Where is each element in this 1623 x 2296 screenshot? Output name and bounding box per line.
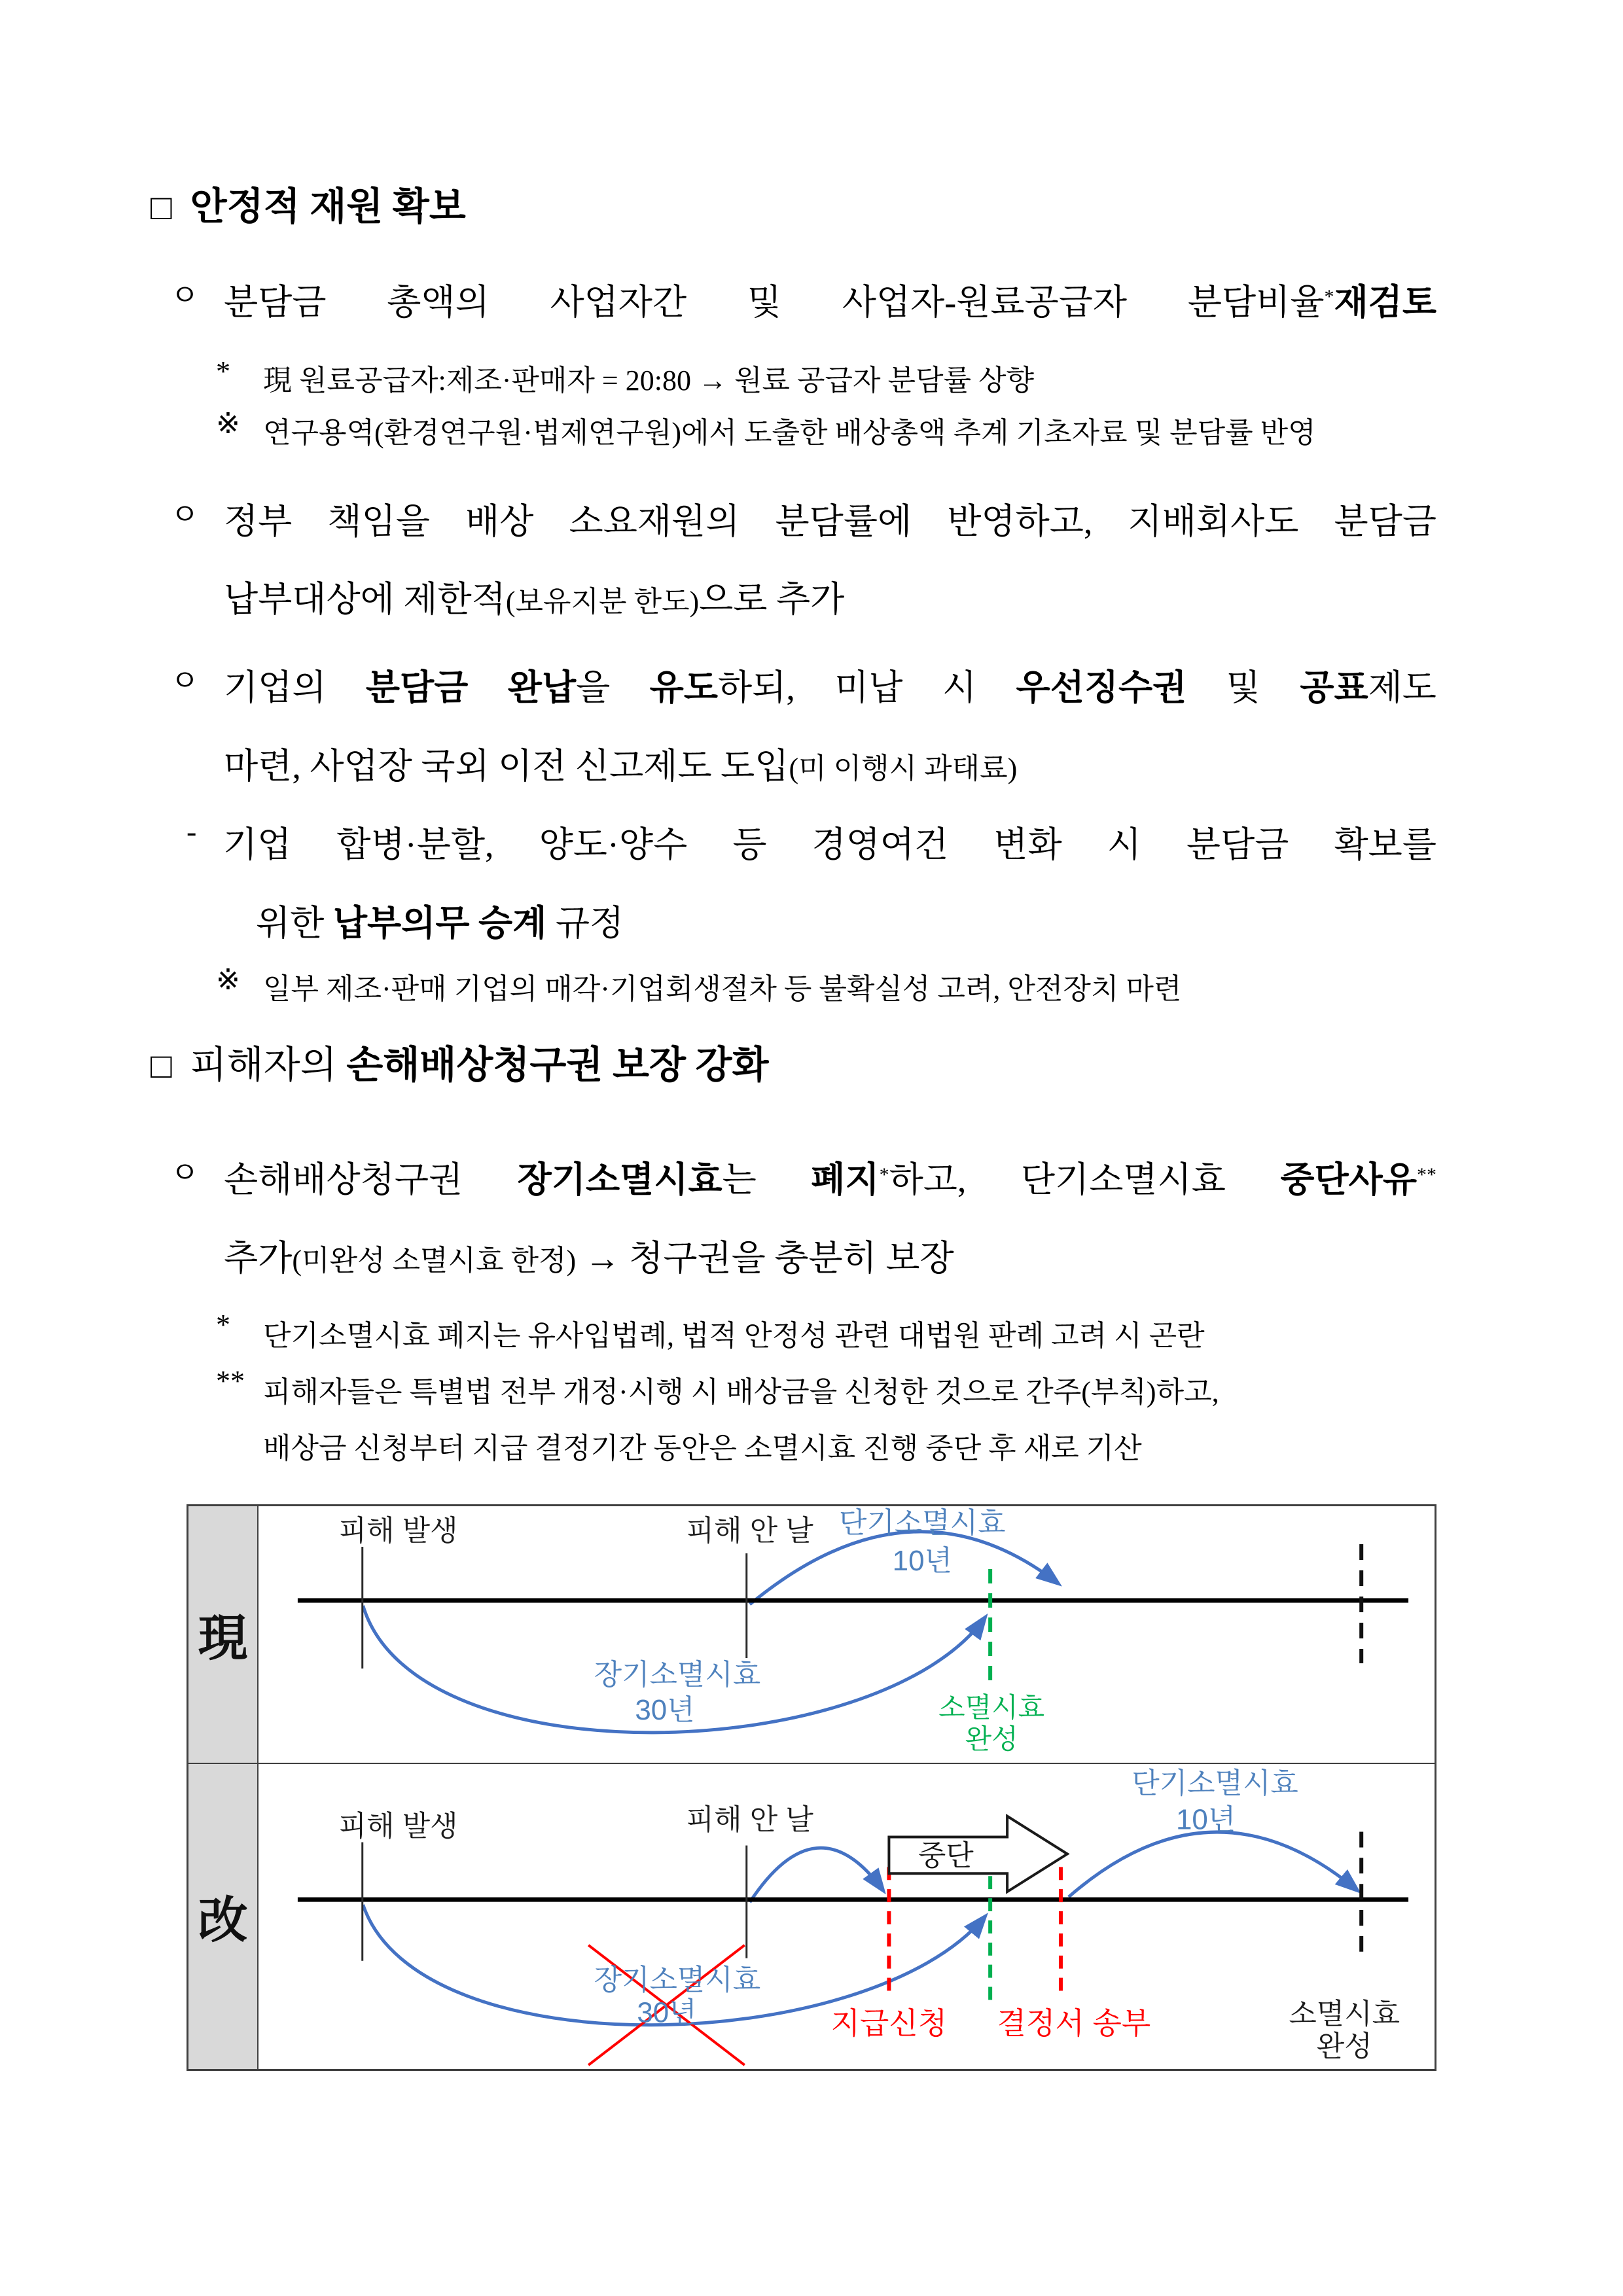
reference-mark-icon: ※ [216,963,240,996]
long-sol-years: 30년 [637,1996,697,2028]
timeline-revised-svg [259,1764,1435,2069]
short-sol-years: 10년 [1175,1803,1236,1836]
diagram-row-revised [188,1763,1435,2069]
text-segment: 제도 [1368,668,1436,708]
footnote-deemed-application [216,1364,1436,1477]
heading-normal-part: 피해자의 [190,1043,347,1086]
footnote-text: 일부 제조·판매 기업의 매각·기업회생절차 등 불확실성 고려, 안전장치 마련 [263,972,1182,1005]
bullet-line: 기업 합병·분할, 양도·양수 등 경영여건 변화 시 분담금 확보를 [223,825,1436,865]
expiry-label-line2: 완성 [1316,2030,1372,2062]
row-label-current: 現 [188,1506,259,1763]
asterisk-icon: * [216,1309,230,1341]
circle-bullet-icon: ㅇ [170,278,200,312]
bullet-line: 정부 책임을 배상 소요재원의 분담률에 반영하고, 지배회사도 분담금 [224,501,1436,541]
section-heading-stable-funding [151,183,1436,231]
circle-bullet-icon: ㅇ [170,497,200,531]
footnotes-ratio [151,355,1436,459]
bullet-full-payment [170,649,1436,806]
square-bullet-icon: □ [151,188,172,227]
payment-request-label: 지급신청 [830,2005,948,2040]
suspension-block-arrow-icon [889,1816,1067,1892]
section-heading-victim-rights [151,1042,1436,1089]
row-label-revised: 改 [188,1764,259,2069]
footnote-text: 연구용역(환경연구원·법제연구원)에서 도출한 배상총액 추계 기초자료 및 분담률 반영 [263,417,1316,450]
bullet-line [224,1220,1436,1298]
text-segment-bold: 재검토 [1334,282,1436,322]
text-segment: 기업의 [224,668,366,708]
diagram-revised-canvas [259,1764,1435,2069]
diagram-current-canvas [259,1506,1435,1763]
footnote-safety-device [216,963,1436,1016]
diagram-row-current [188,1506,1435,1763]
suspension-label: 중단 [918,1839,974,1871]
footnote-text: 現 원료공급자:제조·판매자 = 20:80 → 원료 공급자 분담률 상향 [263,364,1034,397]
damage-known-label: 피해 안 날 [686,1803,813,1836]
text-segment: → 청구권을 충분히 보장 [576,1239,954,1279]
bullet-line [224,1141,1436,1220]
expiry-label-line1: 소멸시효 [938,1691,1045,1723]
bullet-line [223,885,1436,963]
text-segment-bold: 분담금 완납 [365,668,577,708]
footnote-text: 배상금 신청부터 지급 결정기간 동안은 소멸시효 진행 중단 후 새로 기산 [263,1432,1142,1464]
text-segment-bold: 중단사유 [1280,1160,1417,1200]
footnote-current-ratio [216,355,1436,407]
circle-bullet-icon: ㅇ [170,664,200,698]
paren-note: (미 이행시 과태료) [789,752,1018,785]
heading-text [190,1042,769,1089]
text-segment: 는 [722,1160,812,1200]
square-bullet-icon: □ [151,1046,172,1086]
short-sol-label: 단기소멸시효 [839,1506,1006,1539]
short-sol-label: 단기소멸시효 [1132,1767,1298,1799]
bullet-statute-of-limitations [170,1141,1436,1298]
text-segment-bold: 장기소멸시효 [517,1160,722,1200]
expiry-label-line1: 소멸시효 [1289,1997,1400,2030]
text-segment: 납부대상에 제한적 [224,580,506,620]
decision-sent-label: 결정서 송부 [997,2005,1151,2040]
footnote-text: 피해자들은 특별법 전부 개정·시행 시 배상금을 신청한 것으로 간주(부칙)하고, [263,1375,1219,1408]
reference-mark-icon: ※ [216,408,240,440]
dash-item-succession [187,806,1436,963]
text-segment: 분담금 총액의 사업자간 및 사업자-원료공급자 분담비율 [224,282,1325,322]
footnote-text: 단기소멸시효 폐지는 유사입법례, 법적 안정성 관련 대법원 판례 고려 시 곤란 [263,1320,1205,1352]
footnote-marker: * [879,1163,889,1186]
text-segment: 추가 [224,1239,293,1279]
long-sol-years: 30년 [635,1693,695,1726]
bullet-share-ratio [170,264,1436,342]
text-segment: 하되, 미납 시 [718,668,1016,708]
bullet-line [224,561,1436,639]
asterisk-icon: * [216,355,230,388]
bullet-line [224,264,1436,342]
short-sol-arc [1069,1831,1357,1896]
double-asterisk-icon: ** [216,1364,245,1397]
damage-known-label: 피해 안 날 [686,1514,813,1547]
bullet-line [224,649,1436,728]
footnote-marker: ** [1417,1163,1436,1186]
text-segment-bold: 공표 [1300,668,1368,708]
text-segment-bold: 폐지 [811,1160,880,1200]
heading-text: 안정적 재원 확보 [190,185,466,228]
paren-note: (미완성 소멸시효 한정) [292,1245,577,1277]
paren-note: (보유지분 한도) [505,586,700,618]
bullet-government-responsibility [170,483,1436,640]
knowledge-to-request-arc [750,1848,883,1902]
text-segment: 및 [1186,668,1300,708]
text-segment: 손해배상청구권 [224,1160,518,1200]
text-segment: 규정 [546,903,624,943]
text-segment: 하고, 단기소멸시효 [889,1160,1281,1200]
expiry-label-line2: 완성 [965,1723,1018,1754]
text-segment-bold: 유도 [649,668,718,708]
bullet-line [224,728,1436,806]
text-segment-bold: 우선징수권 [1016,668,1187,708]
damage-occurred-label: 피해 발생 [338,1514,458,1547]
text-segment: 을 [576,668,650,708]
long-sol-label: 장기소멸시효 [594,1964,761,1996]
footnotes-sol [151,1308,1436,1476]
text-segment: 마련, 사업장 국외 이전 신고제도 도입 [224,747,789,786]
text-segment-bold: 납부의무 승계 [332,903,547,943]
short-sol-years: 10년 [892,1544,952,1577]
long-sol-label: 장기소멸시효 [594,1658,761,1691]
text-segment: 위한 [256,903,333,943]
timeline-current-svg [259,1506,1435,1763]
text-segment: 으로 추가 [699,580,845,620]
footnote-short-sol [216,1308,1436,1364]
circle-bullet-icon: ㅇ [170,1156,200,1190]
diagram-timeline-comparison [187,1504,1436,2071]
damage-occurred-label: 피해 발생 [338,1810,458,1843]
footnote-marker: * [1324,286,1334,308]
dash-bullet-icon: - [187,815,197,849]
footnote-research [216,407,1436,459]
heading-bold-part: 손해배상청구권 보장 강화 [346,1043,769,1086]
